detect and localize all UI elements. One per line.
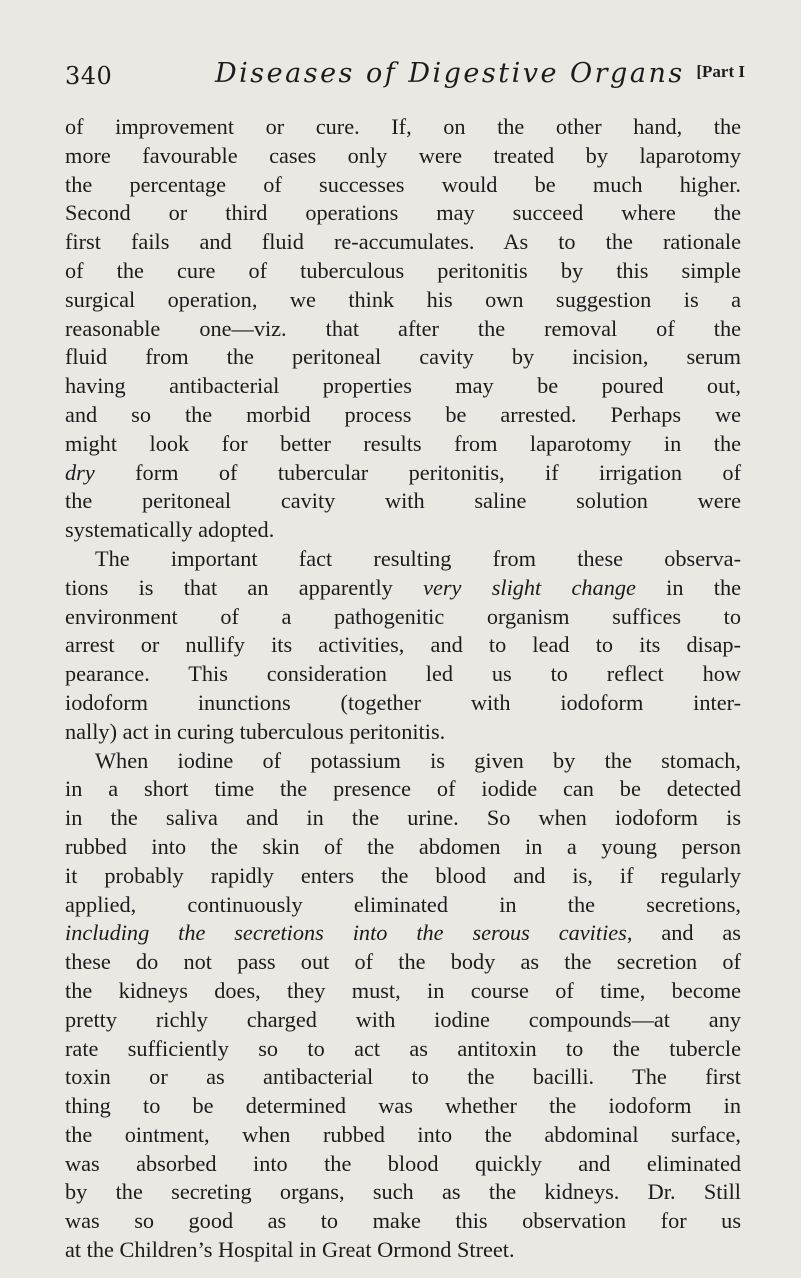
text-line: the ointment, when rubbed into the abdominal surface, — [65, 1121, 741, 1147]
text-line: environment of a pathogenitic organism suffices to — [65, 603, 741, 629]
text-line — [65, 919, 741, 948]
text-line: applied, continuously eliminated in the secretions, — [65, 891, 741, 917]
text-line: the kidneys does, they must, in course of time, become — [65, 977, 741, 1003]
text-line: the percentage of successes would be much higher. — [65, 171, 741, 197]
text-line: reasonable one—viz. that after the removal of the — [65, 315, 741, 341]
text-line: toxin or as antibacterial to the bacilli. The first — [65, 1064, 741, 1090]
italic-text: very slight change — [423, 574, 636, 600]
text-line: of the cure of tuberculous peritonitis by this simple — [65, 257, 741, 283]
text-line: was so good as to make this observation for us — [65, 1208, 741, 1234]
italic-text: dry — [65, 459, 95, 485]
text-line: and so the morbid process be arrested. Perhaps we — [65, 401, 741, 427]
text-line: systematically adopted. — [65, 517, 275, 543]
text-line: surgical operation, we think his own suggestion is a — [65, 286, 741, 312]
text-span: , and as — [626, 920, 741, 946]
text-line — [65, 459, 741, 488]
text-span: tions is that an apparently — [65, 574, 424, 600]
text-line — [65, 574, 741, 603]
part-label: [Part I — [696, 62, 745, 81]
text-line: it probably rapidly enters the blood and is, if regularly — [65, 862, 741, 888]
text-line: first fails and fluid re-accumulates. As to the rationale — [65, 229, 741, 255]
text-line: nally) act in curing tuberculous peritonitis. — [65, 718, 446, 744]
text-line: the peritoneal cavity with saline solution were — [65, 488, 741, 514]
text-line: thing to be determined was whether the iodoform in — [65, 1093, 741, 1119]
text-line: in a short time the presence of iodide can be detected — [65, 776, 741, 802]
text-line: pretty richly charged with iodine compounds—at any — [65, 1006, 741, 1032]
paragraph-start-line: When iodine of potassium is given by the stomach, — [95, 747, 741, 773]
text-line: having antibacterial properties may be poured out, — [65, 373, 741, 399]
text-line: might look for better results from laparotomy in the — [65, 430, 741, 456]
paragraph-start-line: The important fact resulting from these observa- — [95, 545, 741, 571]
italic-text: including the secretions into the serous cavities — [65, 920, 627, 946]
text-line: at the Children’s Hospital in Great Ormond Street. — [65, 1237, 515, 1263]
text-span: form of tubercular peritonitis, if irrigation of — [94, 459, 741, 485]
page-number: 340 — [65, 62, 113, 90]
text-line: rate sufficiently so to act as antitoxin to the tubercle — [65, 1035, 741, 1061]
text-line: iodoform inunctions (together with iodoform inter- — [65, 689, 741, 715]
text-line: fluid from the peritoneal cavity by incision, serum — [65, 344, 741, 370]
text-line: arrest or nullify its activities, and to lead to its disap- — [65, 632, 741, 658]
text-line: more favourable cases only were treated by laparotomy — [65, 142, 741, 168]
text-line: in the saliva and in the urine. So when iodoform is — [65, 805, 741, 831]
text-line: pearance. This consideration led us to reflect how — [65, 661, 741, 687]
running-title: Diseases of Digestive Organs — [215, 58, 685, 89]
text-line: by the secreting organs, such as the kidneys. Dr. Still — [65, 1179, 741, 1205]
body-text — [65, 113, 741, 1265]
text-line: rubbed into the skin of the abdomen in a young person — [65, 833, 741, 859]
text-line: Second or third operations may succeed where the — [65, 200, 741, 226]
text-line: of improvement or cure. If, on the other hand, the — [65, 114, 741, 139]
text-span: in the — [635, 574, 741, 600]
text-line: was absorbed into the blood quickly and eliminated — [65, 1150, 741, 1176]
text-line: these do not pass out of the body as the secretion of — [65, 949, 741, 975]
running-header — [65, 56, 745, 96]
